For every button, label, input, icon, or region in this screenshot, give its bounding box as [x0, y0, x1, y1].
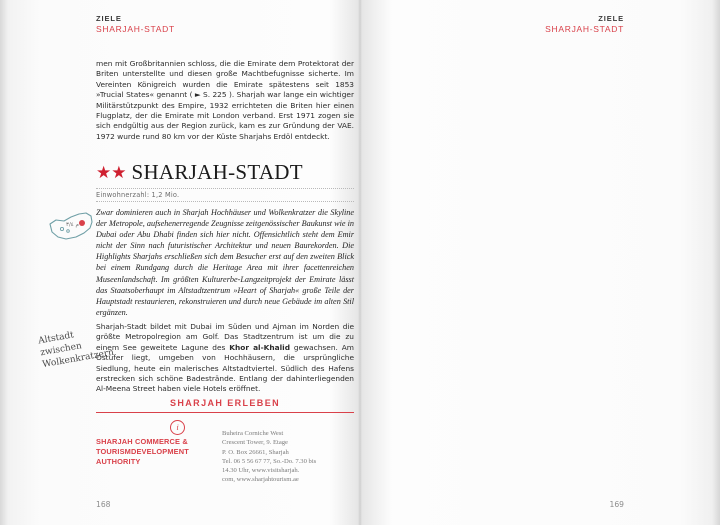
uae-map-icon	[46, 208, 98, 250]
tourism-authority-name: SHARJAH COMMERCE & TOURISMDEVELOPMENT AUTHORITY	[96, 437, 189, 466]
geography-paragraph	[96, 322, 354, 395]
geo-highlight: Khor al-Khalid	[229, 342, 290, 352]
running-head-topic: SHARJAH-STADT	[96, 24, 175, 35]
page-title	[96, 160, 354, 185]
running-head-section: ZIELE	[96, 14, 122, 23]
tourism-authority-address	[222, 429, 354, 485]
handwritten-note: Altstadt zwischen Wolkenkratzern	[37, 330, 115, 371]
erleben-heading: SHARJAH ERLEBEN	[169, 398, 280, 408]
intro-paragraph: Zwar dominieren auch in Sharjah Hochhäuser und Wolkenkratzer die Skyline der Metropole, aufsehenerregende Zeugnisse zeitgenössischer Baukunst wie in Dubai oder Abu Dhabi finden sich hier nicht. Offensichtlich steht dem Emir nicht der Sinn nach futuristischer Architektur und neuen Baurekorden. Die Highlights Sharjahs erschließen sich dem Besucher erst auf den zweiten Blick bei einem Rundgang durch die Heritage Area mit ihrer facettenreichen Museenlandschaft. Im größten Kulturerbe-Langzeitprojekt der Emirate lässt das Staatsoberhaupt im Altstadtzentrum »Heart of Sharjah« große Teile der Hauptstadt restaurieren, rekonstruieren und durch neue Gebäude im alten Stil ergänzen.	[96, 208, 354, 317]
fact-rule-top	[96, 188, 354, 189]
address-line: Crescent Tower, 9. Etage	[222, 439, 288, 447]
page-title-text: SHARJAH-STADT	[131, 160, 303, 184]
geography-paragraph-block	[96, 322, 354, 395]
geo-text-1: Sharjah-Stadt bildet mit Dubai im Süden und Ajman im Norden die größte Metropolregion am Golf. Das Stadtzentrum ist um die zu einem See geweitete Lagune des	[96, 322, 354, 352]
erleben-divider	[96, 412, 354, 413]
page-number-right: 169	[609, 500, 624, 509]
running-head-right	[545, 14, 624, 35]
address-line: 14.30 Uhr, www.visitsharjah.	[222, 467, 300, 475]
address-line: P. O. Box 26661, Sharjah	[222, 448, 289, 456]
star-rating-icon: ★★	[96, 163, 127, 182]
geo-text-2: gewachsen. Am Ostufer liegt, umgeben von Hochhäusern, die ursprüngliche Siedlung, heute ein malerisches Altstadtviertel. Südlich des Hafens erstrecken sich schöne Badestrände. Entlang der dahinterliegenden Al-Meena Street haben viele Hotels eröffnet.	[96, 342, 354, 394]
address-line: Tel. 06 5 56 67 77, So.-Do. 7.30 bis	[222, 457, 317, 465]
history-paragraph-block	[96, 59, 354, 142]
page-number-left: 168	[96, 500, 111, 509]
address-line: Buheira Corniche West	[222, 430, 284, 437]
running-head-section: ZIELE	[598, 14, 624, 23]
map-grid-label: م ٣/٤	[66, 222, 79, 228]
right-page	[360, 0, 720, 525]
running-head-left	[96, 14, 175, 35]
info-icon: i	[170, 420, 185, 435]
fact-population: Einwohnerzahl: 1,2 Mio.	[96, 191, 180, 199]
intro-paragraph-block	[96, 207, 354, 318]
fact-rule-bottom	[96, 201, 354, 202]
uae-map-sketch	[46, 208, 98, 250]
running-head-topic: SHARJAH-STADT	[545, 24, 624, 35]
address-line: com, www.sharjahtourism.ae	[222, 476, 299, 484]
history-paragraph: men mit Großbritannien schloss, die die Emirate dem Protektorat der Briten unterstellte und diesen große Machtbefugnisse sicherte. Im Vereinten Königreich wurden die Emirate spätestens seit 1853 »Trucial States« genannt ( ► S. 225 ). Sharjah war lange ein wichtiger Militärstützpunkt des Empire, 1932 errichteten die Briten hier einen Flugplatz, der die Emirate mit London verband. Erst 1971 zogen sie sich endgültig aus der Region zurück, kam es zur Gründung der VAE. 1972 wurde rund 80 km vor der Küste Sharjahs Erdöl entdeckt.	[96, 59, 354, 141]
